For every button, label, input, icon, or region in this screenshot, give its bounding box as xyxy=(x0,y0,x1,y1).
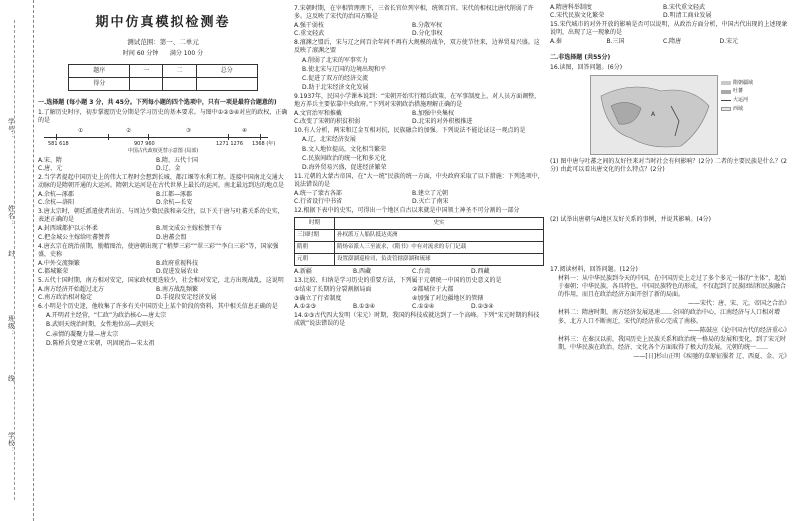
score-cell[interactable] xyxy=(196,78,257,91)
options xyxy=(294,190,544,198)
option[interactable]: C.把金城公主嫁给吐蕃赞普 xyxy=(38,233,111,241)
timeline-year: 1368 (年) xyxy=(252,140,276,147)
student-id-label: 学号： xyxy=(6,118,15,141)
option[interactable]: A.封西域都护以示怀柔 xyxy=(38,225,98,233)
table-header: 时期 xyxy=(295,218,335,230)
option[interactable]: A.南方经济开始超过北方 xyxy=(38,286,104,294)
statements xyxy=(294,295,544,303)
option[interactable]: D.辽、金 xyxy=(156,164,181,172)
option[interactable]: A.强干弱枝 xyxy=(294,22,324,30)
option[interactable]: C.隋唐 xyxy=(663,38,682,46)
options xyxy=(294,110,544,118)
option[interactable]: B.政府重视科技 xyxy=(156,259,199,267)
question-text: (1) 图中唐与吐蕃之间的友好往来对当时社会有何影响？(2分) 二者的主要民族是什么？(2分) 由此可以看出唐文化的什么特点？(2分) xyxy=(550,157,787,173)
table-row xyxy=(295,254,544,266)
option[interactable]: D.促进发展农业 xyxy=(156,267,199,275)
option[interactable]: C.都城繁荣 xyxy=(38,267,69,275)
timeline-axis xyxy=(44,137,268,138)
legend-item xyxy=(721,97,779,104)
table-cell: 隋朝 xyxy=(295,242,335,254)
option[interactable]: D.手提段安定经济发展 xyxy=(156,294,217,302)
school-label: 学校： xyxy=(6,432,15,455)
option[interactable]: A.文官治军和推戴 xyxy=(294,110,342,118)
options xyxy=(38,286,288,294)
statement: ②都城位于大都 xyxy=(412,286,454,294)
timeline-tick xyxy=(260,134,261,140)
options xyxy=(38,165,288,173)
timeline-tick xyxy=(228,134,229,140)
options xyxy=(294,268,544,276)
option[interactable]: D.唐蕃会盟 xyxy=(156,233,187,241)
options xyxy=(550,4,790,12)
options xyxy=(294,198,544,206)
option[interactable]: C.改变了宋朝的积贫积弱 xyxy=(294,118,361,126)
options xyxy=(38,234,288,242)
score-cell[interactable] xyxy=(130,78,163,91)
map-shapes xyxy=(591,76,717,154)
option[interactable]: B.江都—涿郡 xyxy=(156,191,193,199)
table-row xyxy=(295,230,544,242)
column-2 xyxy=(294,4,544,329)
option[interactable]: B.南方战乱频繁 xyxy=(156,286,199,294)
options xyxy=(294,118,544,126)
seal-mark: 封 xyxy=(6,250,15,258)
map-legend xyxy=(721,80,779,115)
legend-label: 大运河 xyxy=(733,97,749,104)
option[interactable]: C.亲情的凝聚力量—唐太宗 xyxy=(46,330,119,338)
option[interactable]: A.开明君主经营，“仁政”为政治核心—唐太宗 xyxy=(46,312,167,320)
material-text: 材料二：隋唐时期，南方经济发展迅速……全国的政治中心，江南经济与人口相对增多，北方人口不断南迁，宋代的经济重心完成了南移。 xyxy=(558,309,781,325)
option[interactable]: B.文人地位提高，文化相当繁荣 xyxy=(302,145,387,153)
answer-space[interactable] xyxy=(550,225,790,265)
question-text: 10.有人分析，两宋和辽金互相对抗，民族融合的加强。下列说法不能论证这一观点的是 xyxy=(294,127,526,135)
option[interactable]: B.①③④ xyxy=(353,302,376,310)
option[interactable]: C.宋代民族文化繁荣 xyxy=(550,12,605,20)
timeline-year: 581 618 xyxy=(48,140,69,147)
test-scope: 测试范围：第一、二单元 xyxy=(127,37,199,46)
cut-line xyxy=(14,20,15,500)
option[interactable]: B.三国 xyxy=(606,38,625,46)
option[interactable]: D.西藏 xyxy=(471,268,490,276)
option[interactable]: A.统一了蒙古各部 xyxy=(294,189,342,197)
timeline-diagram xyxy=(38,127,288,155)
question-text: 8.澶渊之盟后，宋与辽之间百余年间不再有大规模的战争，双方使节往来，边界贸易兴盛。这反映了澶渊之盟 xyxy=(294,39,540,55)
name-label: 姓名： xyxy=(6,205,15,228)
option[interactable]: A.辽，北宋经济发展 xyxy=(302,136,356,144)
svg-text:A: A xyxy=(651,110,656,118)
test-time-score xyxy=(38,50,288,58)
option[interactable]: B.加强中央集权 xyxy=(412,110,455,118)
options xyxy=(38,225,288,233)
option[interactable]: A.削弱了北宋的军事实力 xyxy=(302,56,368,64)
score-header: 题序 xyxy=(69,65,130,78)
options xyxy=(38,199,288,207)
option[interactable]: C.重文轻武 xyxy=(294,30,325,38)
statement: ③确立了行省制度 xyxy=(294,294,342,302)
history-map xyxy=(590,75,754,155)
options xyxy=(38,157,288,165)
timeline-tick xyxy=(56,134,57,140)
option[interactable]: D.分化事权 xyxy=(412,30,443,38)
option[interactable]: B.隋、五代十国 xyxy=(156,156,199,164)
question-text: 14.①③古代四大发明（宋元）时期，我国的科技成就达到了一个高峰。下列“宋元时期的科技成就”说法错误的是 xyxy=(294,311,540,327)
option[interactable]: C.南方政治相对稳定 xyxy=(38,294,93,302)
question-text: 15.宋代城市的对外开放的影响是否可以说明，从政治方面分析，中国古代出现的上述现象说明，出现了这一现象的是 xyxy=(550,21,788,37)
table-cell: 三国时期 xyxy=(295,230,335,242)
timeline-mark: ① xyxy=(78,127,83,134)
answer-space[interactable] xyxy=(550,175,790,215)
statement: ④加强了对边疆地区的管辖 xyxy=(412,294,484,302)
option[interactable]: B.西藏 xyxy=(353,268,372,276)
option[interactable]: A.中外交流频繁 xyxy=(38,259,80,267)
question-text: 16.读图，回答问题。(6分) xyxy=(550,63,623,71)
option[interactable]: B.武则天统治时期，女性地位高—武则天 xyxy=(46,321,155,329)
score-header: 一 xyxy=(130,65,163,78)
question-text: 3.唐太宗时，朝廷派遣使者出访、与周边少数民族和亲交往，以下关于唐与吐蕃关系的史实，表述正确的是 xyxy=(38,208,284,224)
question-text: 12.根据下表中的史实，可得出一个地区自古以来就是中国领土神圣不可分割的一部分 xyxy=(294,207,520,215)
options xyxy=(294,303,544,311)
table-cell: 元朝 xyxy=(295,254,335,266)
test-full-score: 满分 100 分 xyxy=(169,50,204,58)
legend-label: 隋朝疆域 xyxy=(733,79,754,86)
legend-item xyxy=(721,80,779,87)
legend-item xyxy=(721,106,779,113)
table-cell: 隋炀帝派人三至流求，《隋书》中有对流求的专门记载 xyxy=(335,242,544,254)
score-row-label: 得分 xyxy=(69,78,130,91)
question-text: 9.1937年，民国小学课本说到：“宋朝开始实行精兵政策，在军事制度上，对人员方面调整，地方养兵主要依靠中央政府。”下列对宋朝政治措施理解正确的是 xyxy=(294,92,541,109)
option[interactable]: A.宋、隋 xyxy=(38,156,62,164)
score-cell[interactable] xyxy=(163,78,196,91)
option[interactable]: C.台湾 xyxy=(412,268,431,276)
table-header: 史实 xyxy=(335,218,544,230)
line-mark: 线 xyxy=(6,375,15,383)
options xyxy=(38,191,288,199)
class-label: 班级： xyxy=(6,315,15,338)
table-cell: 设置澎湖巡检司，负责管辖澎湖和琉球 xyxy=(335,254,544,266)
options xyxy=(294,30,544,38)
options xyxy=(550,38,790,46)
option[interactable]: D.宋元 xyxy=(719,38,739,46)
option[interactable]: B.分散军权 xyxy=(412,22,443,30)
option[interactable]: D.灭亡了南宋 xyxy=(412,198,449,206)
section-title: 二.非选择题 (共55分) xyxy=(550,54,611,62)
options xyxy=(550,12,790,20)
page-title: 期中仿真模拟检测卷 xyxy=(95,15,231,30)
question-text: 7.宋朝时期，在宰相管理理下，三省长官位列宰相，统领百官。宋代的相权比唐代削弱了许多。这反映了宋代的治国方略是 xyxy=(294,5,534,21)
question-text: 5.五代十国时期，南方相对安定，国家政权更迭较少，社会相对安定，北方出现战乱，这说明 xyxy=(38,277,284,284)
column-1 xyxy=(38,4,288,349)
option[interactable]: B.建立了元朝 xyxy=(412,189,449,197)
score-header: 二 xyxy=(163,65,196,78)
option[interactable]: B.使北宋与辽国的边境出现和平 xyxy=(302,65,387,73)
option[interactable]: A.①②③ xyxy=(294,302,317,310)
material-text: 材料一：从中华民族到今天的中国，在中国历史上走过了多个多元一体的“主体”，起始于秦朝；中华民族，各具特色，中国民族特色的形成，不仅起到了民族团结和民族融合的作用，而且在政治经济方面开创了新的局面。 xyxy=(558,275,787,299)
timeline-mark: ④ xyxy=(242,127,247,134)
statements xyxy=(294,286,544,294)
options xyxy=(38,268,288,276)
history-table xyxy=(294,217,544,266)
material-source: ——陈鼓应《论中国古代的经济重心》 xyxy=(687,326,790,334)
option[interactable]: C.①②④ xyxy=(412,302,435,310)
option[interactable]: C.唐、元 xyxy=(38,164,63,172)
option[interactable]: B.宋代重文轻武 xyxy=(663,4,706,11)
timeline-year: 1271 1276 xyxy=(216,140,244,147)
table-cell: 孙权派万人船队抵达夷洲 xyxy=(335,230,544,242)
legend-label: 吐蕃 xyxy=(733,88,744,95)
option[interactable]: D.陈桥兵变建立宋朝，巩固统治—宋太祖 xyxy=(46,339,155,347)
question-text: 1.了解历史时序，初步掌握历史分期是学习历史的基本要求。与图中①②③④对应的政权，正确的是 xyxy=(38,108,288,124)
material-text: 材料三：在秦汉以前，我国历史上民族关系和政治统一格局的发展和变化，到了宋元时期，中华民族在政治、经济、文化各个方面取得了极大的发展，元朝的统一…… xyxy=(558,335,787,351)
timeline-mark: ② xyxy=(126,127,131,134)
option[interactable]: D.余杭—长安 xyxy=(156,199,193,207)
option[interactable]: D.北宋的对外积极推进 xyxy=(412,118,473,126)
timeline-caption: 中国古代政权更替示意图 (局部) xyxy=(127,147,199,154)
question-text: 6.小明是个历史迷，他收集了许多有关中国历史上某个阶段的资料，其中相关信息正确的是 xyxy=(38,303,278,311)
table-row xyxy=(295,242,544,254)
question-text: 11.元朝的大蒙古帝国，在“大一统”民族的统一方面，中央政府采取了以下措施：下列选项中，说法错误的是 xyxy=(294,172,544,188)
option[interactable]: C.民族间政治的统一化和多元化 xyxy=(302,154,387,162)
material-source: ——宋代：唐、宋、元，帝国之合治》 xyxy=(687,300,790,308)
question-text: 17.阅读材料，回答问题。(12分) xyxy=(550,265,638,273)
legend-label: 西域 xyxy=(733,105,744,112)
question-text: 2.当学者提起中国历史上的伟大工程时会想到长城、都江堰等水利工程。连接中国南北交通大动脉的是隋朝开通的大运河。隋朝大运河是在古代世界上最长的运河，南北最远到达的地点是 xyxy=(38,173,285,189)
option[interactable]: C.促进了双方的经济交流 xyxy=(302,74,369,82)
question-text: 4.唐玄宗在统治前期，励精图治，使唐朝出现了“稍梦三彩”“翠三彩”“李白三彩”等，国家强盛，史称 xyxy=(38,242,279,258)
score-header: 总分 xyxy=(196,65,257,78)
option[interactable]: C.余杭—洛阳 xyxy=(38,199,75,207)
question-text: (2) 试举出唐朝与A地区友好关系的事例，并说其影响。(4分) xyxy=(550,215,712,223)
option[interactable]: C.行省设行中书省 xyxy=(294,198,343,206)
option[interactable]: A.新疆 xyxy=(294,268,312,276)
question-text: 13.比较、归纳是学习历史的重要方法，下列属于元朝统一中国的历史意义的是 xyxy=(294,277,502,285)
timeline-year: 907 960 xyxy=(134,140,155,147)
option[interactable]: D.海外贸易兴盛，促进经济繁荣 xyxy=(302,163,387,171)
option[interactable]: B.周文成公主嫁松赞干布 xyxy=(156,225,223,233)
binding-strip xyxy=(0,0,34,521)
timeline-tick xyxy=(108,134,109,140)
score-table xyxy=(68,64,258,91)
options xyxy=(38,294,288,302)
option[interactable]: A.余杭—涿郡 xyxy=(38,191,74,199)
timeline-mark: ③ xyxy=(186,127,191,134)
option[interactable]: D.助于北宋经济文化发展 xyxy=(302,83,369,91)
option[interactable]: D.明清工商业发展 xyxy=(663,12,712,20)
statement: ①结束了长期的分裂割据局面 xyxy=(294,286,372,294)
option[interactable]: A.隋唐科举制度 xyxy=(550,4,592,11)
test-time: 时间 60 分钟 xyxy=(122,50,159,58)
timeline-tick xyxy=(148,134,149,140)
section-title: 一.选择题 (每小题 3 分，共 45分。下列每小题的四个选项中，只有一项是最符合题意的) xyxy=(38,99,277,107)
column-3 xyxy=(550,4,790,362)
option[interactable]: A.秦 xyxy=(550,38,562,46)
legend-item xyxy=(721,88,779,95)
option[interactable]: D.②③④ xyxy=(471,302,494,310)
material-source: ——[日]杉山正明《疾驰的草原征服者 辽、西夏、金、元》 xyxy=(633,352,790,360)
options xyxy=(38,260,288,268)
